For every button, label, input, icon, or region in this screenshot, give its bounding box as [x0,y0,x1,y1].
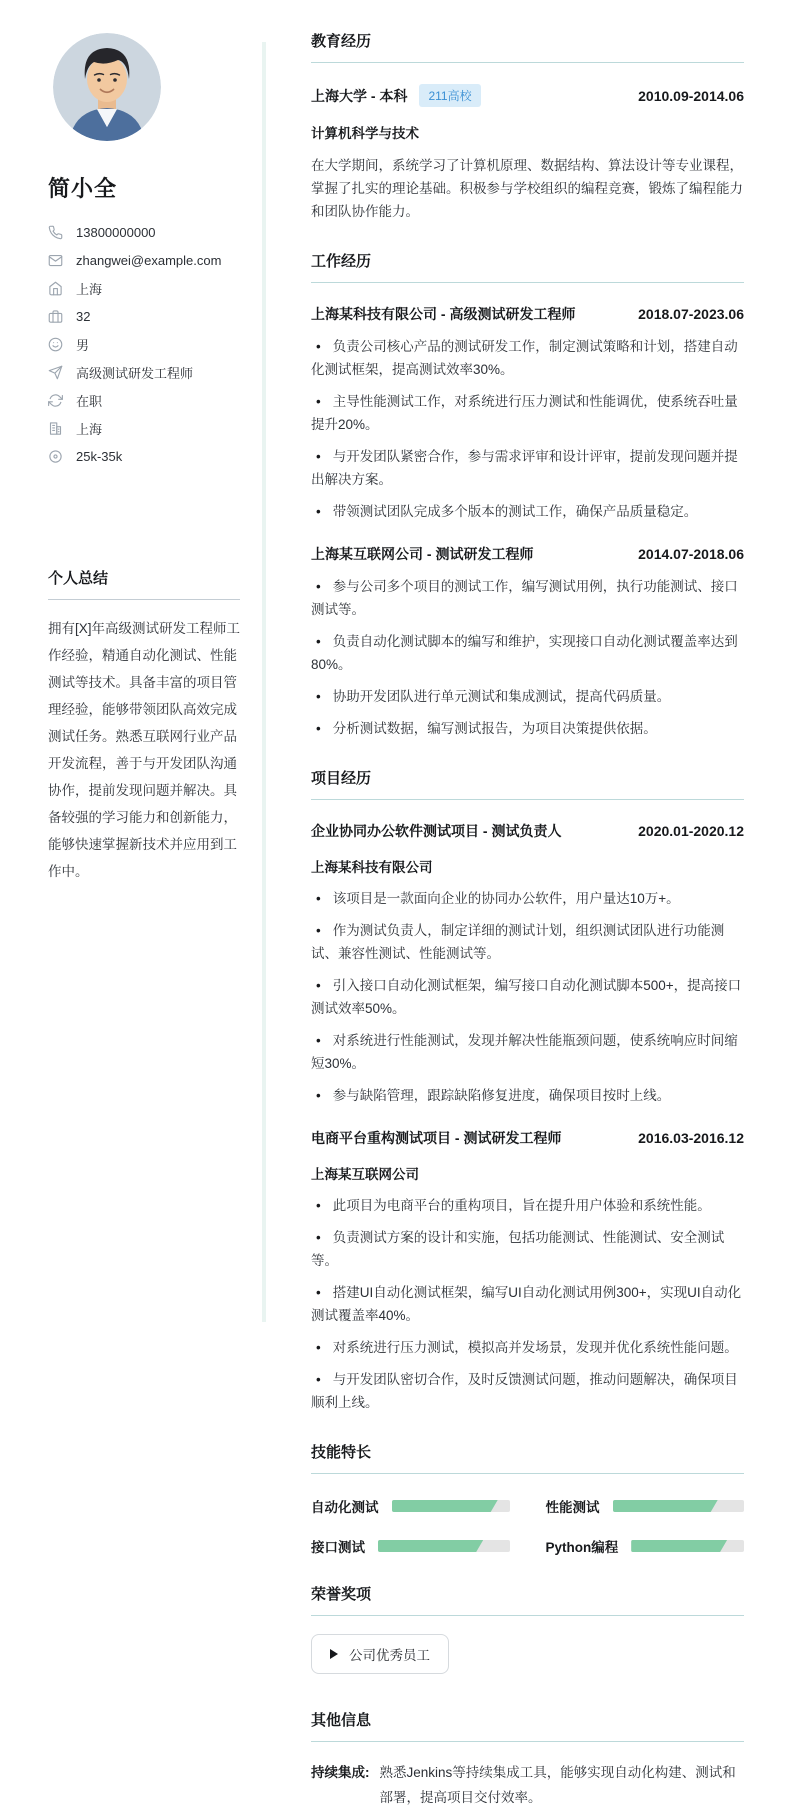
briefcase-icon [48,309,63,324]
summary-section-title: 个人总结 [48,567,240,600]
skill-name: 自动化测试 [311,1500,379,1515]
bullet-item: • 主导性能测试工作，对系统进行压力测试和性能调优，使系统吞吐量提升20%。 [311,390,744,436]
building-icon [48,421,63,436]
bullet-item: • 负责自动化测试脚本的编写和维护，实现接口自动化测试覆盖率达到80%。 [311,630,744,676]
other-info-label: 持续集成: [311,1765,370,1780]
avatar [53,33,161,141]
project-date: 2016.03-2016.12 [638,1130,744,1146]
play-icon [330,1649,338,1659]
honor-item-button[interactable] [311,1634,449,1674]
contact-job-status [48,393,240,408]
work-date: 2018.07-2023.06 [638,306,744,322]
bullet-item: • 负责公司核心产品的测试研发工作，制定测试策略和计划，搭建自动化测试框架，提高测试效率30%。 [311,335,744,381]
city-value: 上海 [76,422,103,437]
bullet-item: • 作为测试负责人，制定详细的测试计划，组织测试团队进行功能测试、兼容性测试、性能测试等。 [311,919,744,965]
skill-bar-track [631,1540,744,1552]
education-date: 2010.09-2014.06 [638,87,744,104]
education-description: 在大学期间，系统学习了计算机原理、数据结构、算法设计等专业课程，掌握了扎实的理论基础。积极参与学校组织的编程竞赛，锻炼了编程能力和团队协作能力。 [311,158,743,219]
contact-salary [48,449,240,464]
skill-bar-track [613,1500,745,1512]
section-education [311,30,744,223]
bullet-item: • 与开发团队紧密合作，参与需求评审和设计评审，提前发现问题并提出解决方案。 [311,445,744,491]
work-date: 2014.07-2018.06 [638,546,744,562]
status-refresh-icon [48,393,63,408]
bullet-item: • 协助开发团队进行单元测试和集成测试，提高代码质量。 [311,685,744,708]
project-bullets [311,1194,744,1414]
avatar-illustration [53,33,161,141]
skill-bar-fill [392,1500,498,1512]
work-bullets [311,335,744,523]
contact-job-title [48,365,240,380]
skill-bar-fill [613,1500,718,1512]
project-entry-head [311,821,744,841]
sidebar [0,0,262,1362]
contact-city [48,421,240,436]
section-work [311,250,744,740]
phone-icon [48,225,63,240]
education-title: 教育经历 [311,30,744,63]
work-bullets [311,575,744,740]
bullet-item: • 对系统进行性能测试，发现并解决性能瓶颈问题，使系统响应时间缩短30%。 [311,1029,744,1075]
education-entry-head [311,84,744,107]
work-heading: 上海某科技有限公司 - 高级测试研发工程师 [311,306,576,322]
other-title: 其他信息 [311,1709,744,1742]
bullet-item: • 搭建UI自动化测试框架，编写UI自动化测试用例300+，实现UI自动化测试覆盖率40%。 [311,1281,744,1327]
salary-target-icon [48,449,63,464]
section-projects [311,767,744,1414]
bullet-item: • 带领测试团队完成多个版本的测试工作，确保产品质量稳定。 [311,500,744,523]
project-company: 上海某科技有限公司 [311,860,433,875]
honors-title: 荣誉奖项 [311,1583,744,1616]
bullet-item: • 参与公司多个项目的测试工作，编写测试用例，执行功能测试、接口测试等。 [311,575,744,621]
major-name: 计算机科学与技术 [311,126,419,141]
bullet-item: • 该项目是一款面向企业的协同办公软件，用户量达10万+。 [311,887,744,910]
contact-location [48,281,240,296]
skill-row [311,1496,510,1516]
email-value: zhangwei@example.com [76,253,222,268]
person-name: 简小全 [48,176,118,201]
job-title-value: 高级测试研发工程师 [76,366,194,381]
bullet-item: • 与开发团队密切合作，及时反馈测试问题，推动问题解决，确保项目顺利上线。 [311,1368,744,1414]
contact-phone [48,225,240,240]
section-honors [311,1583,744,1682]
gender-face-icon [48,337,63,352]
paper-plane-icon [48,365,63,380]
contact-email [48,253,240,268]
section-skills [311,1441,744,1556]
contact-gender [48,337,240,352]
contact-list [48,225,240,464]
skill-bar-track [378,1540,510,1552]
work-entry [311,304,744,523]
school-badge: 211高校 [419,84,480,107]
section-other [311,1709,744,1810]
project-bullets [311,887,744,1107]
bullet-item: • 负责测试方案的设计和实施，包括功能测试、性能测试、安全测试等。 [311,1226,744,1272]
project-date: 2020.01-2020.12 [638,823,744,839]
work-entry [311,544,744,740]
work-title: 工作经历 [311,250,744,283]
skill-bar-fill [631,1540,727,1552]
work-entry-head [311,304,744,324]
salary-value: 25k-35k [76,449,123,464]
bullet-item: • 对系统进行压力测试，模拟高并发场景，发现并优化系统性能问题。 [311,1336,744,1359]
project-heading: 电商平台重构测试项目 - 测试研发工程师 [311,1130,562,1146]
education-entry [311,84,744,223]
project-entry-head [311,1128,744,1148]
job-status-value: 在职 [76,394,103,409]
summary-text: 拥有[X]年高级测试研发工程师工作经验，精通自动化测试、性能测试等技术。具备丰富的项目管理经验，能够带领团队高效完成测试任务。熟悉互联网行业产品开发流程，善于与开发团队沟通协作，提前发现问题并解决。具备较强的学习能力和创新能力，能够快速掌握新技术并应用到工作中。 [48,621,241,879]
bullet-item: • 参与缺陷管理，跟踪缺陷修复进度，确保项目按时上线。 [311,1084,744,1107]
phone-value: 13800000000 [76,225,156,240]
gender-value: 男 [76,338,90,353]
skills-grid [311,1496,744,1556]
skill-bar-fill [378,1540,483,1552]
skill-name: 接口测试 [311,1540,365,1555]
other-info-text: 熟悉Jenkins等持续集成工具，能够实现自动化构建、测试和部署，提高项目交付效率。 [379,1765,736,1805]
skill-row [546,1536,745,1556]
other-info-row [311,1760,744,1810]
skill-bar-track [392,1500,510,1512]
project-entry [311,1128,744,1414]
project-company: 上海某互联网公司 [311,1167,419,1182]
bullet-item: • 引入接口自动化测试框架，编写接口自动化测试脚本500+，提高接口测试效率50%。 [311,974,744,1020]
project-heading: 企业协同办公软件测试项目 - 测试负责人 [311,823,562,839]
honor-label: 公司优秀员工 [349,1648,430,1663]
contact-age [48,309,240,324]
home-icon [48,281,63,296]
skill-name: Python编程 [545,1540,619,1555]
skill-row [546,1496,745,1516]
projects-title: 项目经历 [311,767,744,800]
bullet-item: • 分析测试数据，编写测试报告，为项目决策提供依据。 [311,717,744,740]
skills-title: 技能特长 [311,1441,744,1474]
work-entry-head [311,544,744,564]
bullet-item: • 此项目为电商平台的重构项目，旨在提升用户体验和系统性能。 [311,1194,744,1217]
age-value: 32 [76,309,91,324]
skill-name: 性能测试 [545,1500,600,1515]
main-content [266,0,794,1805]
skill-row [311,1536,510,1556]
work-heading: 上海某互联网公司 - 测试研发工程师 [311,546,534,562]
project-entry [311,821,744,1107]
school-name: 上海大学 - 本科 [311,87,408,104]
email-icon [48,253,63,268]
location-value: 上海 [76,282,103,297]
